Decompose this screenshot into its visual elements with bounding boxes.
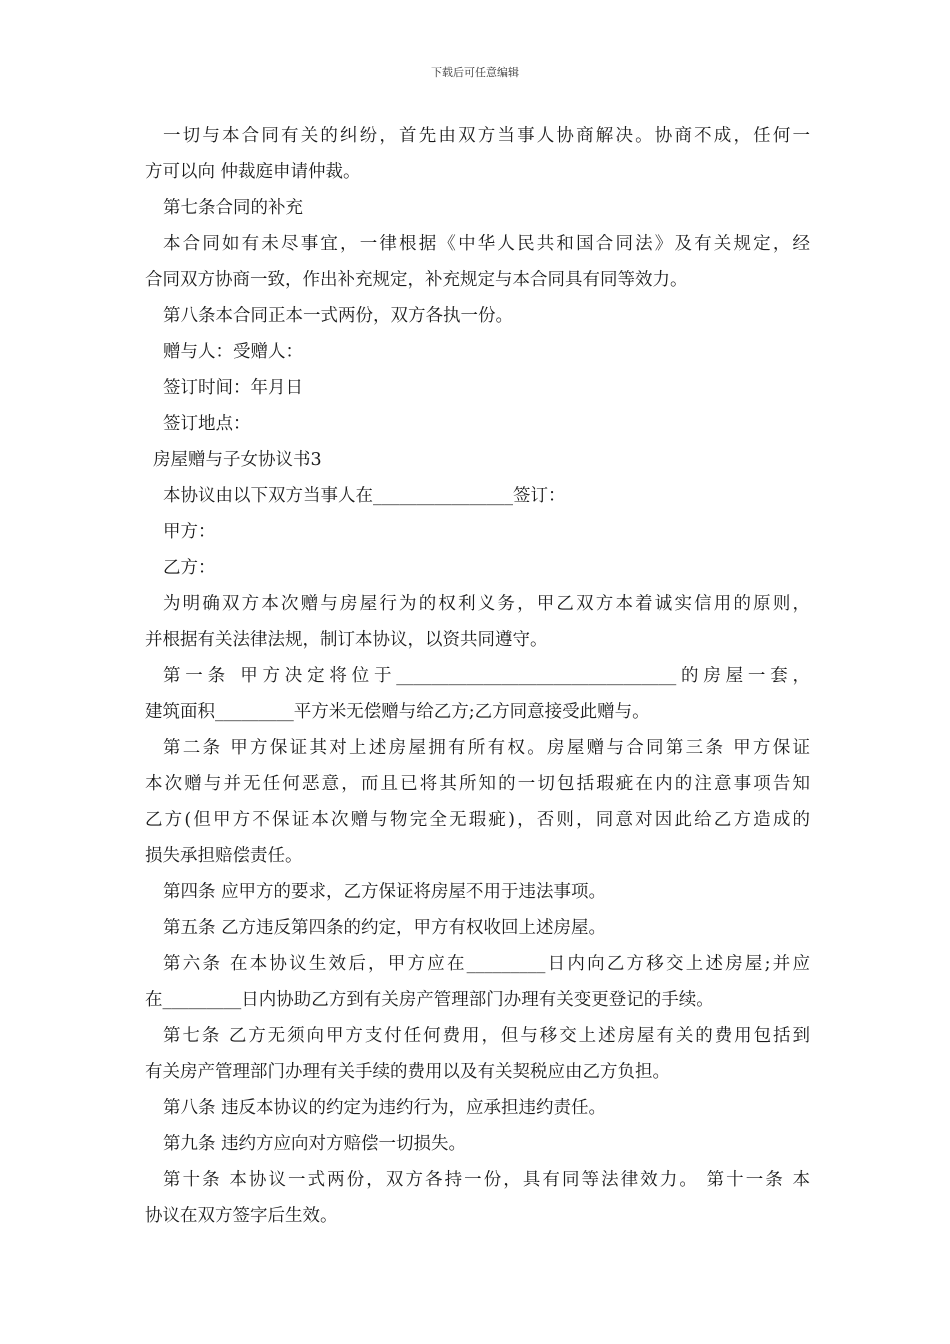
clause-line: 第七条 乙方无须向甲方支付任何费用，但与移交上述房屋有关的费用包括到 — [163, 1026, 810, 1046]
clause-line: 损失承担赔偿责任。 — [145, 846, 303, 866]
clause-line: 第六条 在本协议生效后，甲方应在_________日内向乙方移交上述房屋;并应 — [163, 954, 810, 974]
clause-line: 第二条 甲方保证其对上述房屋拥有所有权。房屋赠与合同第三条 甲方保证 — [163, 738, 810, 758]
paragraph-line: 方可以向 仲裁庭申请仲裁。 — [145, 162, 361, 182]
party-b-line: 乙方： — [163, 558, 216, 578]
clause-line: 第五条 乙方违反第四条的约定，甲方有权收回上述房屋。 — [163, 918, 607, 938]
section-heading: 第七条合同的补充 — [163, 198, 303, 218]
page-header: 下载后可任意编辑 — [431, 66, 519, 79]
paragraph-line: 本协议由以下双方当事人在________________签订： — [163, 486, 566, 506]
paragraph-line: 第八条本合同正本一式两份，双方各执一份。 — [163, 306, 513, 326]
paragraph-line: 一切与本合同有关的纠纷，首先由双方当事人协商解决。协商不成，任何一 — [163, 126, 810, 146]
paragraph-line: 合同双方协商一致，作出补充规定，补充规定与本合同具有同等效力。 — [145, 270, 688, 290]
clause-line: 协议在双方签字后生效。 — [145, 1206, 338, 1226]
clause-line: 第八条 违反本协议的约定为违约行为，应承担违约责任。 — [163, 1098, 607, 1118]
paragraph-line: 并根据有关法律法规，制订本协议，以资共同遵守。 — [145, 630, 548, 650]
signature-line: 赠与人：受赠人： — [163, 342, 303, 362]
document-body — [145, 118, 810, 1234]
clause-line: 有关房产管理部门办理有关手续的费用以及有关契税应由乙方负担。 — [145, 1062, 670, 1082]
clause-line: 本次赠与并无任何恶意，而且已将其所知的一切包括瑕疵在内的注意事项告知 — [145, 774, 810, 794]
party-a-line: 甲方： — [163, 522, 216, 542]
clause-line: 第九条 违约方应向对方赔偿一切损失。 — [163, 1134, 467, 1154]
clause-line: 在_________日内协助乙方到有关房产管理部门办理有关变更登记的手续。 — [145, 990, 714, 1010]
signing-place-line: 签订地点： — [163, 414, 251, 434]
clause-line: 第四条 应甲方的要求，乙方保证将房屋不用于违法事项。 — [163, 882, 607, 902]
clause-line: 第十条 本协议一式两份，双方各持一份，具有同等法律效力。 第十一条 本 — [163, 1170, 810, 1190]
clause-line: 第一条 甲方决定将位于________________________________的房屋一套， — [163, 666, 810, 686]
clause-line: 建筑面积_________平方米无偿赠与给乙方;乙方同意接受此赠与。 — [145, 702, 650, 722]
document-title: 房屋赠与子女协议书3 — [153, 450, 322, 470]
paragraph-line: 本合同如有未尽事宜，一律根据《中华人民共和国合同法》及有关规定，经 — [163, 234, 810, 254]
signing-time-line: 签订时间：年月日 — [163, 378, 303, 398]
clause-line: 乙方(但甲方不保证本次赠与物完全无瑕疵)，否则，同意对因此给乙方造成的 — [145, 810, 810, 830]
paragraph-line: 为明确双方本次赠与房屋行为的权利义务，甲乙双方本着诚实信用的原则， — [163, 594, 810, 614]
